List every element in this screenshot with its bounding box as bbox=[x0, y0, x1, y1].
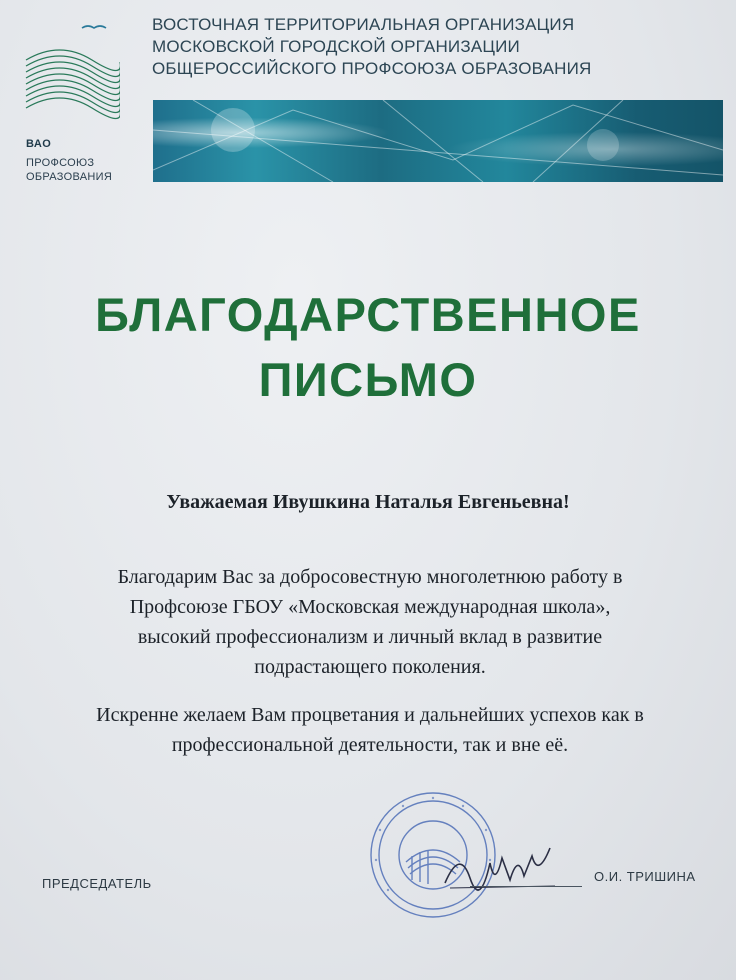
logo-text-line-2: ОБРАЗОВАНИЯ bbox=[26, 171, 113, 183]
org-line-3: ОБЩЕРОССИЙСКОГО ПРОФСОЮЗА ОБРАЗОВАНИЯ bbox=[152, 59, 592, 78]
logo-abbreviation: ВАО bbox=[26, 138, 52, 150]
logo-text-line-1: ПРОФСОЮЗ bbox=[26, 157, 95, 169]
paragraph-line: высокий профессионализм и личный вклад в развитие bbox=[137, 626, 603, 648]
header-banner bbox=[153, 100, 723, 182]
handwritten-signature-icon bbox=[440, 838, 560, 898]
paragraph-line: Благодарим Вас за добросовестную многолетнюю работу в bbox=[117, 566, 623, 588]
paragraph-gratitude bbox=[60, 562, 680, 682]
paragraph-wishes bbox=[60, 700, 680, 760]
org-logo bbox=[20, 20, 140, 190]
greeting: Уважаемая Ивушкина Наталья Евгеньевна! bbox=[166, 491, 570, 513]
org-line-1: ВОСТОЧНАЯ ТЕРРИТОРИАЛЬНАЯ ОРГАНИЗАЦИЯ bbox=[152, 15, 575, 34]
paragraph-line: профессиональной деятельности, так и вне её. bbox=[171, 734, 569, 756]
document-title-line-2: ПИСЬМО bbox=[258, 353, 478, 406]
signature-line bbox=[470, 886, 582, 887]
paragraph-line: Профсоюзе ГБОУ «Московская международная школа», bbox=[129, 596, 611, 618]
signer-name: О.И. ТРИШИНА bbox=[594, 869, 696, 884]
org-line-2: МОСКОВСКОЙ ГОРОДСКОЙ ОРГАНИЗАЦИИ bbox=[152, 37, 520, 56]
organization-header bbox=[152, 14, 722, 80]
document-title-line-1: БЛАГОДАРСТВЕННОЕ bbox=[95, 288, 641, 341]
paragraph-line: Искренне желаем Вам процветания и дальнейших успехов как в bbox=[96, 704, 644, 726]
signer-role: ПРЕДСЕДАТЕЛЬ bbox=[42, 876, 152, 891]
open-book-wave-logo-icon bbox=[20, 20, 120, 135]
paragraph-line: подрастающего поколения. bbox=[254, 656, 486, 678]
